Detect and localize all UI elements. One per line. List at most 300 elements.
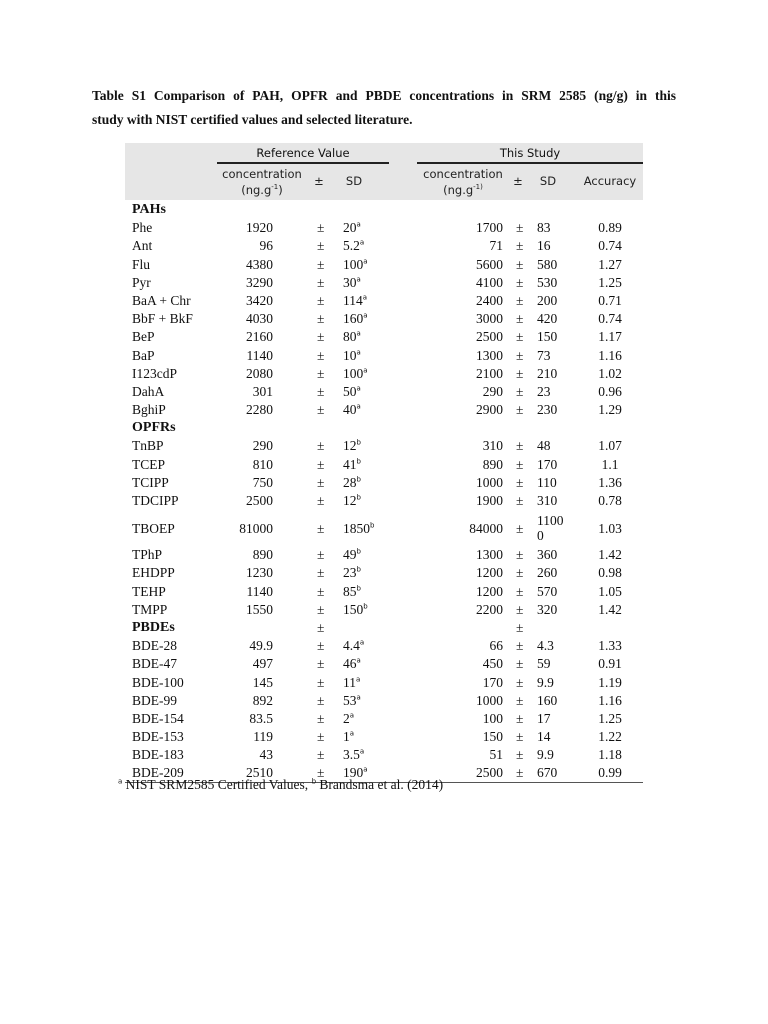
- compound-name: TMPP: [132, 601, 168, 617]
- ref-note-mark: b: [356, 547, 361, 556]
- ref-sd: [343, 275, 361, 291]
- ref-pm-header: ±: [314, 174, 324, 188]
- study-concentration: 84000: [469, 521, 503, 537]
- ref-concentration: 1140: [246, 347, 273, 363]
- ref-sd: [343, 220, 361, 236]
- table-row: [125, 346, 643, 364]
- table-row: [125, 654, 643, 672]
- study-concentration: 1700: [476, 220, 503, 236]
- ref-pm: ±: [317, 220, 325, 236]
- footnote-a-mark: a: [118, 777, 123, 786]
- study-concentration: 450: [482, 656, 503, 672]
- ref-sd-value: 80: [343, 329, 357, 345]
- ref-note-mark: a: [356, 656, 361, 665]
- ref-sd-value: 40: [343, 402, 357, 418]
- ref-note-mark: b: [356, 438, 361, 447]
- study-pm: ±: [516, 329, 524, 345]
- ref-unit-label: $(ng.g^{-1})$: [241, 182, 283, 197]
- study-pm: ±: [516, 438, 524, 454]
- ref-sd: [343, 457, 361, 473]
- study-concentration: 290: [482, 383, 503, 399]
- accuracy-value: 1.07: [598, 438, 622, 454]
- ref-pm: ±: [317, 365, 325, 381]
- compound-name: Ant: [132, 238, 153, 254]
- compound-name: TBOEP: [132, 521, 175, 537]
- study-pm: ±: [516, 474, 524, 490]
- study-pm: ±: [516, 565, 524, 581]
- study-concentration: 2500: [476, 329, 503, 345]
- study-concentration: 2900: [476, 402, 503, 418]
- study-pm: ±: [516, 692, 524, 708]
- ref-sd: [343, 584, 361, 600]
- ref-concentration: 3420: [246, 292, 273, 308]
- study-concentration: 1000: [476, 692, 503, 708]
- study-conc-label: concentration: [423, 167, 503, 181]
- table-row: [125, 691, 643, 709]
- study-pm: ±: [516, 656, 524, 672]
- accuracy-value: 1.33: [598, 638, 622, 654]
- table-row: [125, 745, 643, 763]
- study-unit-label: ($ng.g^{-1)}$: [443, 182, 483, 197]
- ref-sd: [343, 329, 361, 345]
- ref-note-mark: b: [363, 602, 368, 611]
- study-pm: ±: [516, 638, 524, 654]
- study-pm: ±: [516, 365, 524, 381]
- table-row: [125, 473, 643, 491]
- accuracy-value: 1.02: [598, 365, 622, 381]
- accuracy-value: 0.89: [598, 220, 622, 236]
- table-row: [125, 436, 643, 454]
- ref-sd-value: 100: [343, 365, 364, 381]
- reference-group-rule: [217, 162, 389, 164]
- ref-sd: [343, 311, 368, 327]
- study-pm: ±: [516, 765, 524, 781]
- study-concentration: 2500: [476, 765, 503, 781]
- ref-concentration: 2160: [246, 329, 273, 345]
- ref-note-mark: a: [356, 693, 361, 702]
- ref-sd: [343, 293, 367, 309]
- study-concentration: 100: [482, 710, 503, 726]
- ref-sd-value: 150: [343, 601, 364, 617]
- table-footnote: [118, 777, 443, 793]
- compound-name: BbF + BkF: [132, 311, 193, 327]
- section-row: [125, 418, 643, 436]
- ref-note-mark: a: [356, 402, 361, 411]
- ref-sd: [343, 638, 364, 654]
- ref-note-mark: b: [370, 521, 375, 530]
- compound-name: BaP: [132, 347, 155, 363]
- ref-sd: [343, 521, 374, 537]
- ref-sd-value: 1850: [343, 521, 370, 537]
- ref-pm: ±: [317, 547, 325, 563]
- ref-concentration: 4380: [246, 256, 273, 272]
- table-row: [125, 255, 643, 273]
- accuracy-value: 1.03: [598, 521, 622, 537]
- ref-concentration: 810: [252, 456, 273, 472]
- table-row: [125, 582, 643, 600]
- ref-concentration: 2500: [246, 493, 273, 508]
- accuracy-value: 1.05: [598, 583, 622, 599]
- study-sd: 59: [537, 656, 551, 672]
- ref-concentration: 2080: [246, 365, 273, 381]
- study-pm: ±: [516, 292, 524, 308]
- study-pm: ±: [516, 710, 524, 726]
- study-concentration: 2200: [476, 601, 503, 617]
- ref-pm: ±: [317, 583, 325, 599]
- ref-note-mark: a: [363, 311, 368, 320]
- accuracy-value: 1.29: [598, 402, 622, 418]
- caption-line-1: Table S1 Comparison of PAH, OPFR and PBDE concentrations in SRM 2585 (ng/g) in this: [92, 88, 676, 103]
- table-row: [125, 327, 643, 345]
- study-pm: ±: [516, 347, 524, 363]
- accuracy-value: 1.27: [598, 256, 622, 272]
- section-title: PAHs: [132, 202, 166, 217]
- ref-sd: [343, 257, 368, 273]
- table-caption: [92, 84, 676, 132]
- ref-concentration: 290: [252, 438, 273, 454]
- ref-concentration: 1920: [246, 220, 273, 236]
- ref-sd: [343, 438, 361, 454]
- study-pm: ±: [516, 274, 524, 290]
- compound-name: I123cdP: [132, 365, 177, 381]
- ref-note-mark: a: [356, 329, 361, 338]
- ref-sd-value: 30: [343, 274, 357, 290]
- table-row: [125, 364, 643, 382]
- study-sd: 4.3: [537, 638, 554, 654]
- study-sd-header: SD: [539, 174, 557, 188]
- table-row: [125, 509, 643, 545]
- ref-pm: ±: [317, 311, 325, 327]
- study-sd: 110: [537, 474, 557, 490]
- study-sd: 11000: [537, 513, 564, 544]
- compound-name: TCEP: [132, 456, 166, 472]
- study-sd: 580: [537, 256, 558, 272]
- accuracy-value: 0.74: [598, 238, 622, 254]
- ref-sd-value: 1: [343, 729, 350, 745]
- study-concentration: 4100: [476, 274, 503, 290]
- ref-sd-value: 3.5: [343, 747, 360, 763]
- compound-name: BDE-28: [132, 638, 177, 654]
- ref-sd-value: 53: [343, 692, 357, 708]
- ref-sd: [343, 238, 364, 254]
- study-sd: 23: [537, 383, 551, 399]
- study-sd: 17: [537, 710, 551, 726]
- study-pm: ±: [516, 747, 524, 763]
- accuracy-value: 1.36: [598, 474, 622, 490]
- ref-note-mark: b: [356, 584, 361, 593]
- study-concentration: 1300: [476, 347, 503, 363]
- accuracy-value: 1.16: [598, 692, 622, 708]
- ref-pm: ±: [317, 238, 325, 254]
- ref-concentration: 43: [259, 747, 273, 763]
- ref-concentration: 497: [252, 656, 273, 672]
- ref-note-mark: b: [356, 493, 361, 502]
- table-row: [125, 291, 643, 309]
- study-pm: ±: [516, 547, 524, 563]
- table-row: [125, 382, 643, 400]
- ref-sd: [343, 729, 354, 745]
- compound-name: BeP: [132, 329, 155, 345]
- ref-note-mark: a: [363, 765, 368, 774]
- accuracy-value: 0.99: [598, 765, 622, 781]
- ref-sd: [343, 348, 361, 364]
- study-pm: ±: [516, 238, 524, 254]
- study-concentration: 1300: [476, 547, 503, 563]
- study-sd: 530: [537, 274, 558, 290]
- accuracy-value: 1.17: [598, 329, 622, 345]
- study-concentration: 2100: [476, 365, 503, 381]
- accuracy-value: 1.18: [598, 747, 622, 763]
- ref-pm: ±: [317, 347, 325, 363]
- table-row: [125, 236, 643, 254]
- accuracy-header: Accuracy: [583, 174, 637, 188]
- study-sd: 670: [537, 765, 558, 781]
- study-sd: 230: [537, 402, 558, 418]
- study-sd: 310: [537, 493, 558, 508]
- ref-pm: ±: [317, 493, 325, 508]
- section-title: PBDEs: [132, 619, 175, 635]
- ref-concentration: 750: [252, 474, 273, 490]
- ref-concentration-header: [217, 168, 307, 197]
- ref-sd-value: 23: [343, 565, 357, 581]
- study-concentration: 66: [489, 638, 503, 654]
- ref-concentration: 4030: [246, 311, 273, 327]
- accuracy-value: 1.25: [598, 710, 622, 726]
- ref-pm: ±: [317, 619, 325, 635]
- ref-sd-value: 12: [343, 438, 357, 454]
- ref-sd: [343, 547, 361, 563]
- accuracy-value: 1.42: [598, 547, 622, 563]
- ref-sd: [343, 747, 364, 763]
- accuracy-value: 1.25: [598, 274, 622, 290]
- compound-name: TnBP: [132, 438, 164, 454]
- ref-concentration: 145: [252, 674, 273, 690]
- table-row: [125, 273, 643, 291]
- study-sd: 200: [537, 292, 558, 308]
- ref-sd-value: 11: [343, 674, 356, 690]
- accuracy-value: 1.1: [601, 456, 619, 472]
- study-sd: 9.9: [537, 674, 554, 690]
- compound-name: BDE-209: [132, 765, 184, 781]
- ref-note-mark: a: [359, 747, 365, 756]
- ref-concentration: 81000: [239, 521, 273, 537]
- ref-concentration: 1550: [246, 601, 273, 617]
- ref-concentration: 83.5: [249, 710, 273, 726]
- footnote-b-mark: b: [311, 777, 317, 786]
- ref-sd-value: 20: [343, 220, 357, 236]
- reference-value-header: Reference Value: [256, 146, 350, 160]
- ref-pm: ±: [317, 674, 325, 690]
- ref-sd: [343, 675, 360, 691]
- ref-pm: ±: [317, 656, 325, 672]
- study-concentration: 310: [482, 438, 503, 454]
- study-sd: 83: [537, 220, 551, 236]
- ref-sd: [343, 366, 368, 382]
- ref-note-mark: b: [356, 565, 361, 574]
- compound-name: TEHP: [132, 583, 166, 599]
- study-concentration: 890: [482, 456, 503, 472]
- ref-sd: [343, 402, 361, 418]
- study-sd: 320: [537, 601, 558, 617]
- study-sd: 9.9: [537, 747, 554, 763]
- study-sd: 14: [537, 729, 551, 745]
- study-pm-header: ±: [513, 174, 523, 188]
- study-sd: 420: [537, 311, 558, 327]
- study-sd: 260: [537, 565, 558, 581]
- study-sd: 570: [537, 583, 558, 599]
- ref-pm: ±: [317, 521, 325, 537]
- table-row: [125, 636, 643, 654]
- table-row: [125, 545, 643, 563]
- table-row: [125, 563, 643, 581]
- ref-pm: ±: [317, 474, 325, 490]
- ref-note-mark: a: [356, 348, 361, 356]
- study-concentration: 71: [489, 238, 503, 254]
- ref-pm: ±: [317, 256, 325, 272]
- study-concentration: 2400: [476, 292, 503, 308]
- ref-pm: ±: [317, 438, 325, 454]
- ref-sd: [343, 656, 361, 672]
- ref-note-mark: a: [363, 366, 368, 375]
- accuracy-value: 1.19: [598, 674, 622, 690]
- ref-concentration: 96: [259, 238, 273, 254]
- study-group-rule: [417, 162, 643, 164]
- ref-pm: ±: [317, 274, 325, 290]
- study-pm: ±: [516, 619, 524, 635]
- ref-concentration: 1230: [246, 565, 273, 581]
- table-row: [125, 673, 643, 691]
- ref-sd-header: SD: [345, 174, 363, 188]
- ref-sd-value: 41: [343, 456, 357, 472]
- ref-sd: [343, 693, 361, 709]
- ref-note-mark: b: [356, 475, 361, 484]
- compound-name: BDE-99: [132, 692, 177, 708]
- table-row: [125, 709, 643, 727]
- ref-sd-value: 46: [343, 656, 357, 672]
- accuracy-value: 0.96: [598, 383, 622, 399]
- ref-sd: [343, 475, 361, 491]
- compound-name: BDE-100: [132, 674, 184, 690]
- ref-note-mark: a: [362, 293, 368, 302]
- ref-concentration: 2510: [246, 765, 273, 781]
- section-row: [125, 618, 643, 636]
- ref-sd-value: 114: [343, 292, 363, 308]
- compound-name: Flu: [132, 256, 151, 272]
- ref-note-mark: a: [359, 238, 365, 247]
- ref-note-mark: a: [359, 638, 365, 647]
- study-pm: ±: [516, 583, 524, 599]
- compound-name: BDE-47: [132, 656, 177, 672]
- ref-concentration: 49.9: [249, 638, 273, 654]
- ref-note-mark: a: [349, 711, 355, 720]
- study-pm: ±: [516, 674, 524, 690]
- caption-line-2: study with NIST certified values and selected literature.: [92, 112, 413, 127]
- compound-name: BDE-153: [132, 729, 184, 745]
- ref-sd: [343, 384, 361, 400]
- ref-note-mark: b: [356, 457, 361, 466]
- compound-name: TPhP: [132, 547, 163, 563]
- study-pm: ±: [516, 456, 524, 472]
- ref-sd: [343, 711, 354, 727]
- ref-pm: ±: [317, 601, 325, 617]
- ref-note-mark: a: [356, 675, 361, 683]
- ref-sd-value: 12: [343, 493, 357, 508]
- table-row: [125, 400, 643, 418]
- compound-name: BDE-154: [132, 710, 184, 726]
- compound-name: DahA: [132, 383, 165, 399]
- table-row: [125, 491, 643, 509]
- ref-pm: ±: [317, 456, 325, 472]
- ref-concentration: 892: [252, 692, 273, 708]
- ref-concentration: 3290: [246, 274, 273, 290]
- ref-pm: ±: [317, 292, 325, 308]
- ref-sd-value: 85: [343, 583, 357, 599]
- ref-sd-value: 2: [343, 710, 350, 726]
- study-sd: 150: [537, 329, 558, 345]
- compound-name: BghiP: [132, 402, 166, 418]
- study-concentration: 1200: [476, 565, 503, 581]
- ref-sd-value: 28: [343, 474, 357, 490]
- ref-note-mark: a: [356, 384, 361, 393]
- study-sd: 16: [537, 238, 551, 254]
- ref-note-mark: a: [363, 257, 368, 266]
- ref-sd-value: 5.2: [343, 238, 360, 254]
- ref-pm: ±: [317, 638, 325, 654]
- accuracy-value: 0.98: [598, 565, 622, 581]
- study-pm: ±: [516, 601, 524, 617]
- accuracy-value: 0.74: [598, 311, 622, 327]
- ref-sd-value: 160: [343, 311, 364, 327]
- footnote-a-text: NIST SRM2585 Certified Values,: [122, 777, 312, 792]
- study-pm: ±: [516, 311, 524, 327]
- study-pm: ±: [516, 256, 524, 272]
- this-study-header: This Study: [499, 146, 561, 160]
- table-row: [125, 455, 643, 473]
- ref-pm: ±: [317, 329, 325, 345]
- ref-pm: ±: [317, 710, 325, 726]
- study-sd: 210: [537, 365, 558, 381]
- ref-pm: ±: [317, 747, 325, 763]
- table-body: [125, 200, 643, 783]
- ref-concentration: 890: [252, 547, 273, 563]
- study-pm: ±: [516, 521, 524, 537]
- study-sd: 48: [537, 438, 551, 454]
- accuracy-value: 1.22: [598, 729, 622, 745]
- accuracy-value: 1.42: [598, 601, 622, 617]
- study-concentration: 51: [489, 747, 503, 763]
- ref-note-mark: a: [356, 275, 361, 284]
- study-pm: ±: [516, 493, 524, 508]
- compound-name: TDCIPP: [132, 493, 179, 508]
- ref-sd: [343, 602, 368, 618]
- ref-conc-label: concentration: [222, 167, 302, 181]
- ref-sd-value: 50: [343, 383, 357, 399]
- accuracy-value: 0.78: [598, 493, 622, 508]
- compound-name: Pyr: [132, 274, 151, 290]
- compound-name: EHDPP: [132, 565, 175, 581]
- ref-concentration: 2280: [246, 402, 273, 418]
- compound-name: BaA + Chr: [132, 292, 191, 308]
- study-concentration: 5600: [476, 256, 503, 272]
- table-row: [125, 218, 643, 236]
- ref-pm: ±: [317, 383, 325, 399]
- ref-note-mark: a: [356, 220, 361, 229]
- study-pm: ±: [516, 402, 524, 418]
- study-concentration: 3000: [476, 311, 503, 327]
- ref-sd-value: 49: [343, 547, 357, 563]
- study-sd: 360: [537, 547, 558, 563]
- study-concentration: 1200: [476, 583, 503, 599]
